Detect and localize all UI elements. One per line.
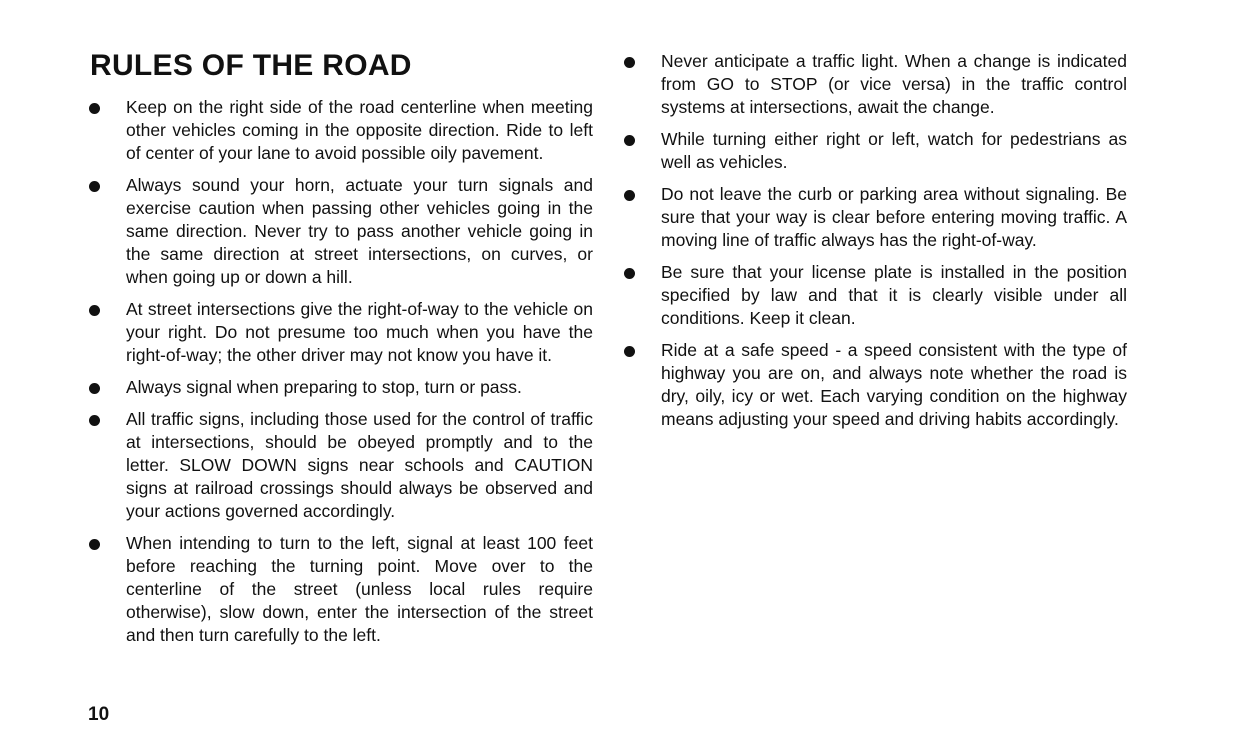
bullet-icon — [89, 415, 100, 426]
page-number: 10 — [88, 704, 110, 725]
list-item — [85, 376, 593, 399]
bullet-icon — [89, 305, 100, 316]
bullet-icon — [624, 190, 635, 201]
bullet-icon — [89, 539, 100, 550]
bullet-icon — [89, 103, 100, 114]
list-item-text: Keep on the right side of the road centerline when meeting other vehicles coming in the opposite direction. Ride to left of center of your lane to avoid possible oily pavement. — [126, 97, 593, 163]
list-item — [620, 183, 1127, 252]
bullet-icon — [624, 57, 635, 68]
list-item-text: All traffic signs, including those used for the control of traffic at intersections, should be obeyed promptly and to the letter. SLOW DOWN signs near schools and CAUTION signs at railroad crossings should always be observed and your actions governed accordingly. — [126, 409, 593, 521]
list-item — [85, 96, 593, 165]
list-item — [85, 408, 593, 523]
right-column-list — [620, 50, 1127, 440]
list-item-text: Ride at a safe speed - a speed consistent with the type of highway you are on, and always note whether the road is dry, oily, icy or wet. Each varying condition on the highway means adjusting your speed and driving habits accordingly. — [661, 340, 1127, 429]
list-item-text: Be sure that your license plate is installed in the position specified by law and that it is clearly visible under all conditions. Keep it clean. — [661, 262, 1127, 328]
bullet-icon — [624, 268, 635, 279]
bullet-icon — [624, 346, 635, 357]
list-item-text: Do not leave the curb or parking area without signaling. Be sure that your way is clear before entering moving traffic. A moving line of traffic always has the right-of-way. — [661, 184, 1127, 250]
list-item-text: At street intersections give the right-of-way to the vehicle on your right. Do not presume too much when you have the right-of-way; the other driver may not know you have it. — [126, 299, 593, 365]
list-item — [620, 50, 1127, 119]
list-item — [85, 298, 593, 367]
list-item — [620, 128, 1127, 174]
bullet-icon — [89, 181, 100, 192]
list-item-text: Never anticipate a traffic light. When a change is indicated from GO to STOP (or vice versa) in the traffic control systems at intersections, await the change. — [661, 51, 1127, 117]
list-item — [85, 532, 593, 647]
list-item-text: Always signal when preparing to stop, turn or pass. — [126, 377, 522, 397]
list-item — [620, 339, 1127, 431]
bullet-icon — [89, 383, 100, 394]
list-item — [85, 174, 593, 289]
left-column-list — [85, 96, 593, 656]
list-item-text: When intending to turn to the left, signal at least 100 feet before reaching the turning point. Move over to the centerline of the street (unless local rules require otherwise), slow down, enter the intersection of the street and then turn carefully to the left. — [126, 533, 593, 645]
list-item-text: Always sound your horn, actuate your turn signals and exercise caution when passing other vehicles going in the same direction. Never try to pass another vehicle going in the same direction at street intersections, on curves, or when going up or down a hill. — [126, 175, 593, 287]
list-item — [620, 261, 1127, 330]
page-title: RULES OF THE ROAD — [90, 49, 412, 82]
bullet-icon — [624, 135, 635, 146]
list-item-text: While turning either right or left, watch for pedestrians as well as vehicles. — [661, 129, 1127, 172]
